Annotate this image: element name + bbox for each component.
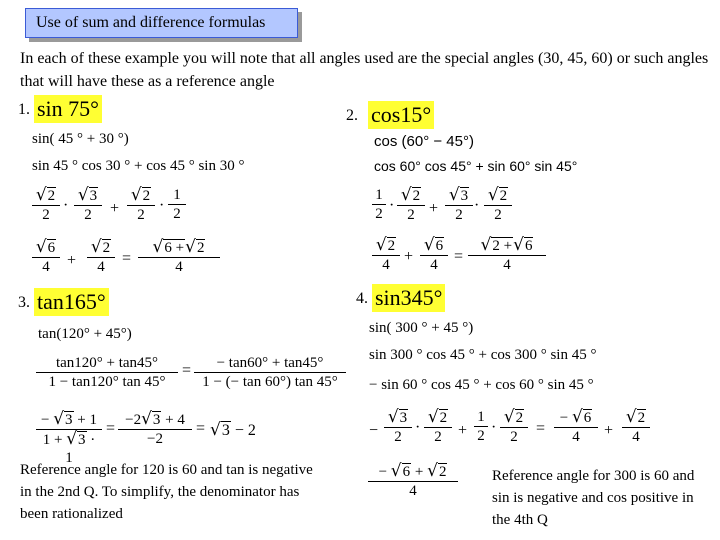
ex2-dot-2: · (474, 197, 480, 214)
ex3-frac-4: −2√3 + 4 −2 (118, 410, 192, 448)
ex1-plus-2: + (67, 252, 77, 269)
ex1-frac-sum-over-4: √6 +√2 4 (138, 238, 220, 276)
ex2-line2: cos 60° cos 45° + sin 60° sin 45° (374, 158, 578, 174)
ex2-plus-2: + (404, 248, 414, 265)
ex3-equals-3: = (196, 420, 206, 437)
slide-title: Use of sum and difference formulas (25, 8, 298, 38)
ex2-equals: = (454, 248, 464, 265)
ex1-number: 1. (18, 101, 30, 118)
ex2-frac-r2-over-2b: √2 2 (484, 186, 512, 224)
ex2-frac-r2-over-4: √2 4 (372, 236, 400, 274)
ex1-dot-2: · (159, 197, 165, 214)
ex4-line3: − sin 60 ° cos 45 ° + cos 60 ° sin 45 ° (369, 377, 594, 393)
ex2-line1: cos (60° − 45°) (374, 133, 474, 150)
ex1-line1: sin( 45 ° + 30 °) (32, 131, 129, 147)
ex3-result: √3 − 2 (210, 420, 256, 440)
ex3-frac-1: tan120° + tan45° 1 − tan120° tan 45° (36, 354, 178, 391)
ex4-frac-r3-over-2: √3 2 (384, 408, 412, 446)
ex1-frac-r6-over-4: √6 4 (32, 238, 60, 276)
ex1-frac-r2-over-4: √2 4 (87, 238, 115, 276)
ex3-frac-2: − tan60° + tan45° 1 − (− tan 60°) tan 45° (194, 354, 346, 391)
ex3-header: tan165° (34, 288, 109, 316)
ex3-frac-3: − √3 + 1 1 + √3 · 1 (36, 410, 102, 467)
ex1-header: sin 75° (34, 95, 102, 123)
ex4-frac-r2-over-4: √2 4 (622, 408, 650, 446)
ex2-frac-1-over-2: 1 2 (372, 186, 386, 223)
ex4-plus-2: + (604, 422, 614, 439)
ex3-number: 3. (18, 294, 30, 311)
ex4-plus-1: + (458, 422, 468, 439)
ex1-equals: = (122, 250, 132, 267)
ex1-frac-r2-over-2b: √2 2 (127, 186, 155, 224)
intro-text: In each of these example you will note that all angles used are the special angles (30, 45, 60) or such angles that will have these as a reference angle (20, 50, 709, 90)
ex1-dot-1: · (63, 197, 69, 214)
ex4-frac-1-over-2: 1 2 (474, 408, 488, 445)
ex3-equals-2: = (106, 420, 116, 437)
ex1-plus-1: + (110, 200, 120, 217)
ex4-dot-2: · (491, 419, 497, 436)
ex2-plus-1: + (429, 200, 439, 217)
ex4-minus: − (369, 422, 379, 439)
ex2-number: 2. (346, 107, 358, 124)
ex3-line1: tan(120° + 45°) (38, 326, 132, 342)
ex2-dot-1: · (389, 197, 395, 214)
ex3-equals-1: = (182, 362, 192, 379)
ex4-line1: sin( 300 ° + 45 °) (369, 320, 474, 336)
ex1-line2: sin 45 ° cos 30 ° + cos 45 ° sin 30 ° (32, 158, 245, 174)
ex2-frac-sum-over-4: √2 +√6 4 (468, 236, 546, 274)
ex4-header: sin345° (372, 284, 445, 312)
ex4-frac-final: − √6 + √2 4 (368, 462, 458, 500)
ex2-header: cos15° (368, 101, 434, 129)
ex2-frac-r3-over-2: √3 2 (445, 186, 473, 224)
ex2-frac-r6-over-4: √6 4 (420, 236, 448, 274)
ex4-frac-r2-over-2b: √2 2 (500, 408, 528, 446)
ex4-equals: = (536, 420, 546, 437)
ex4-frac-neg-r6-over-4: − √6 4 (554, 408, 598, 446)
ex4-note: Reference angle for 300 is 60 and sin is negative and cos positive in the 4th Q (492, 468, 695, 528)
ex4-frac-r2-over-2: √2 2 (424, 408, 452, 446)
ex4-dot-1: · (415, 419, 421, 436)
ex4-line2: sin 300 ° cos 45 ° + cos 300 ° sin 45 ° (369, 347, 597, 363)
ex2-frac-r2-over-2: √2 2 (397, 186, 425, 224)
ex1-frac-r3-over-2: √3 2 (74, 186, 102, 224)
ex3-note: Reference angle for 120 is 60 and tan is negative in the 2nd Q. To simplify, the denominator has been rationalized (20, 462, 313, 522)
ex1-frac-1-over-2: 1 2 (168, 186, 186, 223)
ex4-number: 4. (356, 290, 368, 307)
ex1-frac-r2-over-2: √2 2 (32, 186, 60, 224)
